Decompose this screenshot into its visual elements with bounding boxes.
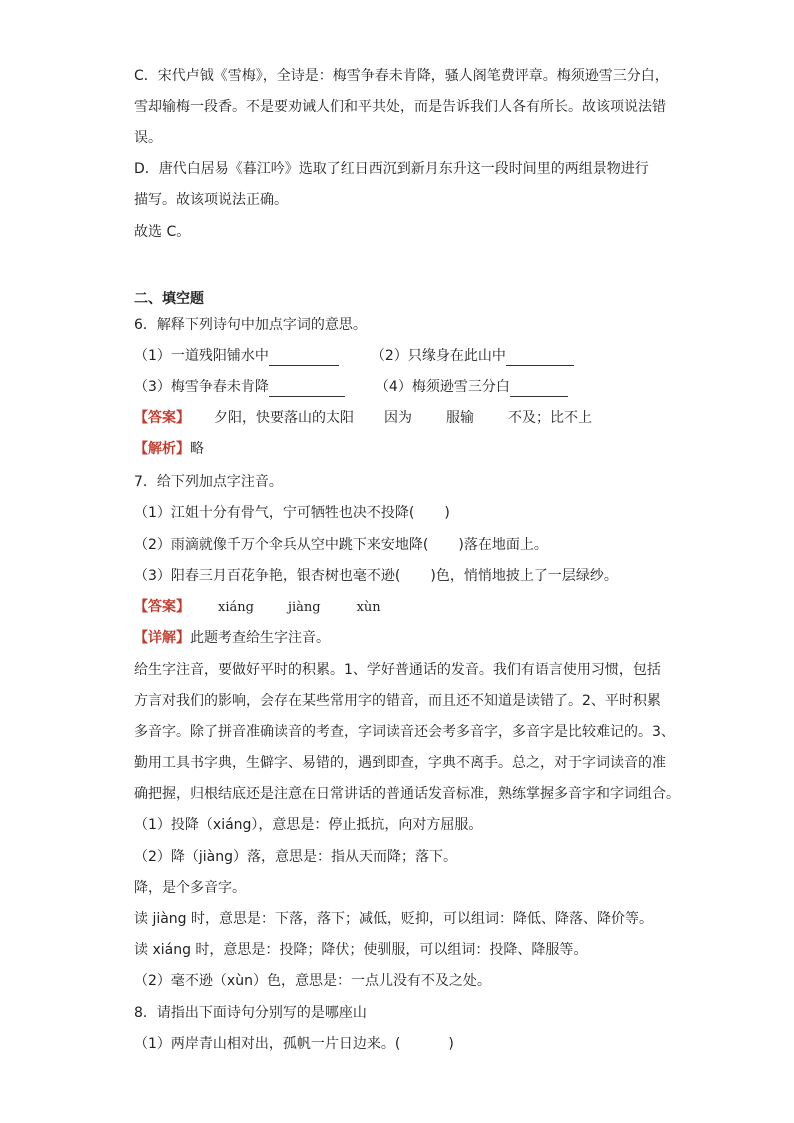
q7-detail-row [134,628,330,648]
option-c-line-1: C．宋代卢钺《雪梅》，全诗是：梅雪争春未肯降，骚人阁笔费评章。梅须逊雪三分白， [134,68,669,84]
q7-sentence-3-text: （3）阳春三月百花争艳，银杏树也毫不逊( [134,568,401,584]
q6-blank-1[interactable] [269,351,339,366]
q6-answer-4: 不及；比不上 [508,410,592,426]
q7-explain-5: 读 xiáng 时，意思是：投降；降伏；使驯服，可以组词：投降、降服等。 [134,942,588,958]
q8-stem: 8．请指出下面诗句分别写的是哪座山 [134,1005,367,1021]
q6-analysis-label: 【解析】 [134,441,190,457]
q7-sentence-2-rest: )落在地面上。 [458,537,548,553]
q6-blank-4[interactable] [510,382,568,397]
q6-item-1: （1）一道残阳铺水中 [134,348,269,364]
q7-explain-6: （2）毫不逊（xùn）色，意思是：一点儿没有不及之处。 [134,973,491,989]
q7-detail: 此题考查给生字注音。 [190,630,330,646]
q6-stem: 6．解释下列诗句中加点字词的意思。 [134,317,367,333]
q7-explain-3: 降，是个多音字。 [134,880,246,896]
q7-sentence-1-close: ) [444,505,450,521]
choice-line: 故选 C。 [134,224,191,240]
q6-answer-row [134,408,592,428]
q6-analysis: 略 [190,441,204,457]
q6-items-row-1 [134,346,574,366]
q7-explain-1: （1）投降（xiáng），意思是：停止抵抗，向对方屈服。 [134,817,483,833]
q7-paragraph-line-4: 勤用工具书字典，生僻字、易错的，遇到即查，字典不离手。总之，对于字词读音的准 [134,755,666,771]
q7-answer-1: xiáng [218,600,254,615]
q6-answer-2: 因为 [384,410,412,426]
q6-answer-1: 夕阳，快要落山的太阳 [214,410,354,426]
q7-sentence-1 [134,503,450,523]
q8-sentence-1-close: ) [448,1036,454,1052]
q7-answer-row [134,597,381,618]
q8-sentence-1 [134,1034,454,1054]
q6-items-row-2 [134,377,568,397]
option-c-line-3: 误。 [134,130,162,146]
q7-detail-label: 【详解】 [134,630,190,646]
q6-item-3: （3）梅雪争春未肯降 [134,379,269,395]
q7-paragraph-line-1: 给生字注音，要做好平时的积累。1、学好普通话的发音。我们有语言使用习惯，包括 [134,662,661,678]
q7-paragraph-line-5: 确把握，归根结底还是注意在日常讲话的普通话发音标准，熟练掌握多音字和字词组合。 [134,786,680,802]
q7-sentence-3-rest: )色，悄悄地披上了一层绿纱。 [430,568,618,584]
q7-answer-3: xùn [356,600,381,615]
q6-blank-2[interactable] [506,351,574,366]
option-c-line-2: 雪却输梅一段香。不是要劝诫人们和平共处，而是告诉我们人各有所长。故该项说法错 [134,99,666,115]
q7-sentence-2-text: （2）雨滴就像千万个伞兵从空中跳下来安地降( [134,537,429,553]
q7-paragraph-line-3: 多音字。除了拼音准确读音的考查，字词读音还会考多音字，多音字是比较难记的。3、 [134,724,675,740]
q7-explain-2: （2）降（jiàng）落，意思是：指从天而降；落下。 [134,849,458,865]
q7-sentence-3 [134,566,618,586]
q6-answer-3: 服输 [446,410,474,426]
q7-explain-4: 读 jiàng 时，意思是：下落，落下；减低，贬抑，可以组词：降低、降落、降价等。 [134,911,654,927]
q7-paragraph-line-2: 方言对我们的影响，会存在某些常用字的错音，而且还不知道是读错了。2、平时积累 [134,693,661,709]
section-title: 二、填空题 [134,291,204,307]
option-d-line-1: D．唐代白居易《暮江吟》选取了红日西沉到新月东升这一段时间里的两组景物进行 [134,161,649,177]
q6-item-4: （4）梅须逊雪三分白 [374,379,510,395]
q7-stem: 7．给下列加点字注音。 [134,474,283,490]
q6-answer-label: 【答案】 [134,410,190,426]
q6-analysis-row [134,439,204,459]
q7-answer-label: 【答案】 [134,599,190,615]
q7-answer-2: jiàng [287,600,321,615]
q6-item-2: （2）只缘身在此山中 [370,348,506,364]
q8-sentence-1-text: （1）两岸青山相对出，孤帆一片日边来。( [134,1036,401,1052]
option-d-line-2: 描写。故该项说法正确。 [134,192,288,208]
q7-sentence-2 [134,535,548,555]
q6-blank-3[interactable] [269,382,345,397]
q7-sentence-1-text: （1）江姐十分有骨气，宁可牺牲也决不投降( [134,505,415,521]
